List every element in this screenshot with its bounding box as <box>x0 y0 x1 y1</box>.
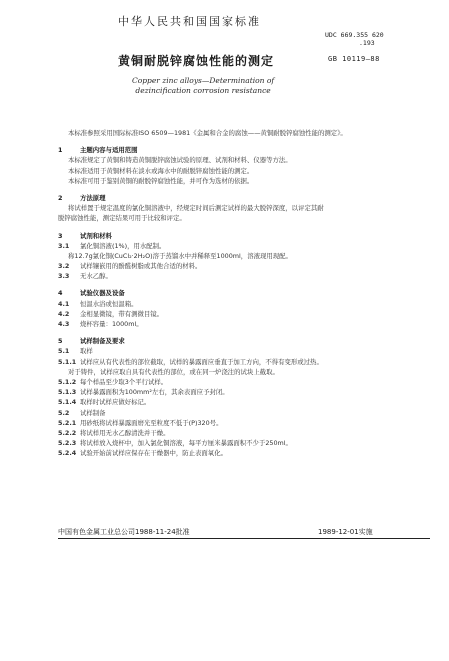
clause-item <box>58 251 430 261</box>
clause-item <box>58 397 430 407</box>
clause-number: 5.1 <box>58 347 70 356</box>
footer-divider <box>58 538 430 539</box>
clause-text: 试验开始前试样应保存在干燥器中，防止表面氧化。 <box>80 449 227 458</box>
clause-number: 5.2.4 <box>58 449 77 458</box>
section-heading <box>58 288 430 298</box>
section-text-line: 本标准适用于黄铜材料在淡水或海水中的耐脱锌腐蚀性能的测定。 <box>68 166 254 175</box>
approval-note: 中国有色金属工业总公司1988-11-24批准 <box>58 528 190 536</box>
clause-item <box>58 261 430 271</box>
clause-number: 5.1.3 <box>58 388 77 397</box>
section-title: 试验仪器及设备 <box>80 289 125 298</box>
clause-text: 试样应从有代表性的部位截取，试样的暴露面应垂直于加工方向，不得有变形或过热。 <box>80 357 323 366</box>
clause-text: 每个样品至少取3个平行试样。 <box>80 377 168 386</box>
english-title-line-1: Copper zinc alloys—Determination of <box>132 76 275 85</box>
clause-text: 取样 <box>80 347 93 356</box>
clause-item <box>58 241 430 251</box>
clause-number: 3.1 <box>58 241 70 250</box>
clause-text: 烧杯容量：1000ml。 <box>80 320 143 328</box>
implementation-date: 1989-12-01实施 <box>318 528 373 536</box>
section-number: 2 <box>58 193 63 202</box>
section-text-line: 本标准可用于鉴别黄铜的耐脱锌腐蚀性能，并可作为选材的依据。 <box>68 176 254 185</box>
clause-number: 5.2.1 <box>58 418 77 427</box>
section-heading <box>58 193 430 203</box>
clause-text: 氯化铜溶液(1%)，用水配制。 <box>80 241 166 250</box>
section-text-line: 脱锌腐蚀性能，测定结果可用于比较和评定。 <box>58 214 186 223</box>
section-number: 5 <box>58 337 63 346</box>
clause-text: 恒温水浴或恒温箱。 <box>80 299 138 308</box>
english-title <box>132 76 274 96</box>
clause-text: 金相显微镜，带有测微目镜。 <box>80 309 164 318</box>
udc-classification <box>325 31 384 47</box>
english-title-line-2: dezincification corrosion resistance <box>135 86 271 95</box>
clause-item <box>58 418 430 428</box>
clause-number: 4.2 <box>58 309 70 318</box>
section-heading <box>58 336 430 346</box>
clause-text: 对于铸件，试样应取自具有代表性的部位，或在同一炉浇注的试块上截取。 <box>68 367 279 376</box>
section-number: 4 <box>58 289 63 298</box>
clause-text: 将试样用无水乙醇清洗并干燥。 <box>80 428 170 437</box>
clause-text: 试样镶嵌用的酚醛树脂或其他合适的材料。 <box>80 262 202 271</box>
section-heading <box>58 231 430 241</box>
section-title: 试剂和材料 <box>80 231 112 240</box>
clause-item <box>58 299 430 309</box>
section-heading <box>58 145 430 155</box>
clause-number: 5.2 <box>58 408 70 417</box>
clause-item <box>58 377 430 387</box>
clause-item <box>58 438 430 448</box>
section-number: 1 <box>58 146 63 155</box>
section-title: 方法原理 <box>80 193 106 202</box>
clause-text: 取样时试样应做好标记。 <box>80 398 151 407</box>
clause-number: 5.1.2 <box>58 377 77 386</box>
clause-number: 5.2.2 <box>58 428 77 437</box>
clause-text: 将试样放入烧杯中，加入氯化铜溶液，每平方厘米暴露面积不少于250ml。 <box>80 439 292 448</box>
clause-item <box>58 319 430 329</box>
udc-line-2: .193 <box>359 39 375 47</box>
clause-item <box>58 271 430 281</box>
clause-number: 4.1 <box>58 299 70 308</box>
clause-text: 称12.7g氯化铜(CuCl₂·2H₂O)溶于蒸馏水中并稀释至1000ml，溶液现用现配。 <box>68 251 292 260</box>
clause-text: 试样制备 <box>80 408 106 417</box>
document-title: 黄铜耐脱锌腐蚀性能的测定 <box>118 54 275 68</box>
clause-text: 试样暴露面积为100mm²左右，其余表面应予封闭。 <box>80 388 229 397</box>
section-title: 试样制备及要求 <box>80 337 125 346</box>
intro-paragraph: 本标准参照采用国际标准ISO 6509—1981《金属和合金的腐蚀——黄铜耐脱锌腐蚀性能的测定》。 <box>68 129 347 137</box>
section-number: 3 <box>58 231 63 240</box>
clause-text: 无水乙醇。 <box>80 272 112 281</box>
clause-number: 5.1.4 <box>58 398 77 407</box>
clause-number: 4.3 <box>58 320 70 328</box>
section-text-line: 本标准规定了黄铜和铸造黄铜脱锌腐蚀试验的原理、试剂和材料、仪器等方法。 <box>68 156 292 165</box>
clause-text: 用砂纸将试样暴露面磨光至粒度不低于(P)320号。 <box>80 418 223 427</box>
clause-number: 5.1.1 <box>58 357 77 366</box>
clause-number: 3.2 <box>58 262 70 271</box>
clause-item <box>58 357 430 367</box>
clause-item <box>58 408 430 418</box>
clause-number: 3.3 <box>58 272 70 281</box>
section-text-line: 将试样置于规定温度的氯化铜溶液中，经规定时间后测定试样的最大脱锌深度，以评定其耐 <box>68 204 324 213</box>
udc-line-1: UDC 669.355 620 <box>325 31 384 39</box>
clause-number: 5.2.3 <box>58 439 77 448</box>
standard-name: 中华人民共和国国家标准 <box>118 15 261 28</box>
clause-item <box>58 448 430 458</box>
standard-code: GB 10119—88 <box>328 55 380 63</box>
clause-item <box>58 367 430 377</box>
clause-item <box>58 428 430 438</box>
clause-item <box>58 309 430 319</box>
section-title: 主题内容与适用范围 <box>80 146 138 155</box>
clause-item <box>58 387 430 397</box>
clause-item <box>58 346 430 356</box>
document-body <box>58 128 430 458</box>
